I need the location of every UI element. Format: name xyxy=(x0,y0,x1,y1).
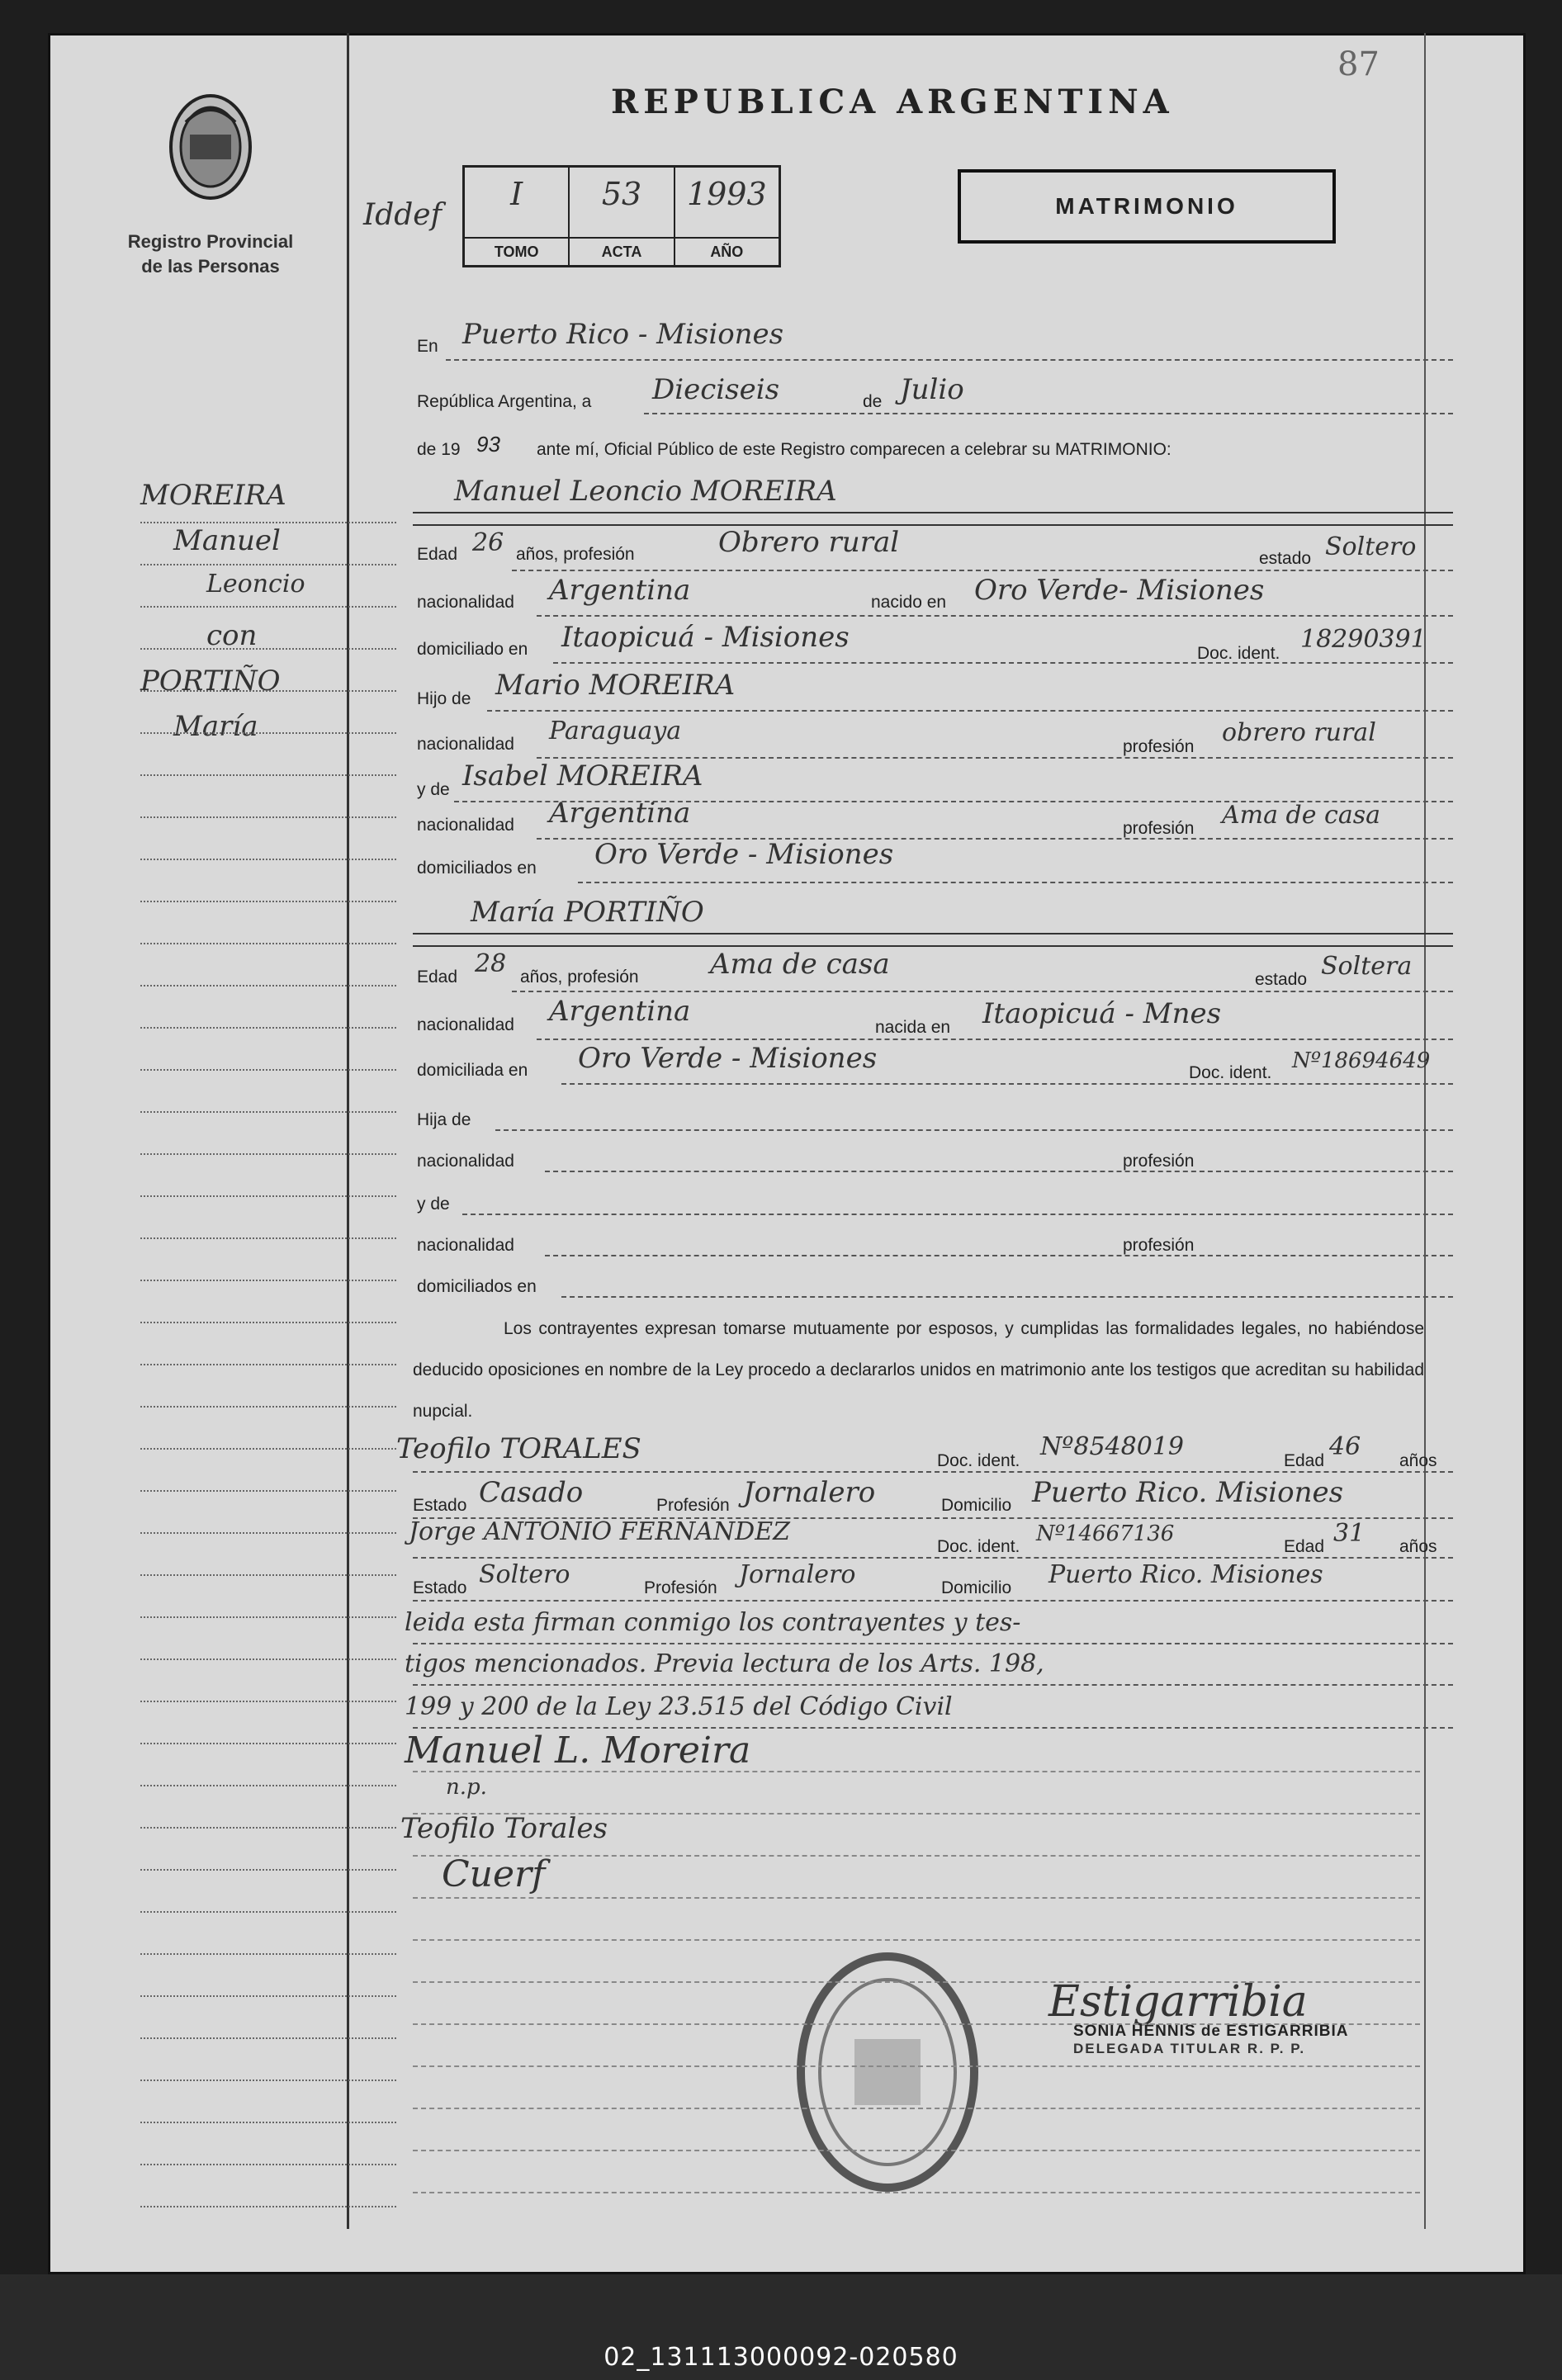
province-seal-icon xyxy=(165,89,256,205)
bride-line4 xyxy=(495,1129,1453,1131)
margin-rule-line xyxy=(140,774,396,776)
tomo-cell xyxy=(465,168,570,265)
body-rule-line xyxy=(413,2023,1420,2025)
margin-rule-line xyxy=(140,606,396,608)
bride-age: 28 xyxy=(475,949,507,978)
date-line xyxy=(644,413,1453,414)
mother-profession: Ama de casa xyxy=(1222,801,1380,830)
bride-nat1-label: nacionalidad xyxy=(417,1152,514,1171)
acta-value: 53 xyxy=(601,176,642,212)
de-label: de xyxy=(863,392,883,411)
margin-rule-line xyxy=(140,2080,396,2081)
groom-name-line xyxy=(413,512,1453,513)
father-prof-label: profesión xyxy=(1123,737,1195,756)
margin-rule-line xyxy=(140,2122,396,2123)
groom-line5 xyxy=(537,757,1453,759)
groom-hijo-label: Hijo de xyxy=(417,689,471,708)
body-rule-line xyxy=(413,2192,1420,2193)
bride-nationality: Argentina xyxy=(549,995,691,1028)
witness1-anos-label: años xyxy=(1399,1451,1437,1470)
margin-rule-line xyxy=(140,1953,396,1955)
body-rule-line xyxy=(413,1813,1420,1815)
margin-rule-line xyxy=(140,1911,396,1913)
declaration-text: Los contrayentes expresan tomarse mutuamente por esposos, y cumplidas las formalidades legales, no habiéndose deducido oposiciones en nombre de la Ley procedo a declararlos unidos en matrimonio ante los testigos que acreditan su habilidad nupcial. xyxy=(413,1319,1424,1421)
registry-name: Registro Provincial de las Personas xyxy=(127,231,294,277)
ano-value: 1993 xyxy=(686,176,767,212)
witness2-doc-label: Doc. ident. xyxy=(937,1537,1020,1556)
margin-rule-line xyxy=(140,1658,396,1660)
image-caption: 02_131113000092-020580 xyxy=(604,2343,958,2372)
mother-nat-label: nacionalidad xyxy=(417,816,514,835)
groom-estado-label: estado xyxy=(1259,549,1312,568)
margin-rule-line xyxy=(140,732,396,734)
bride-estado-label: estado xyxy=(1255,970,1308,989)
witness2-prof-label: Profesión xyxy=(644,1578,717,1597)
margin-note-2: Manuel xyxy=(173,524,281,557)
bride-nat2-label: nacionalidad xyxy=(417,1236,514,1255)
witness1-name: Teofilo TORALES xyxy=(396,1432,641,1465)
bride-line6 xyxy=(462,1214,1453,1215)
witness1-profession: Jornalero xyxy=(743,1476,876,1509)
tomo-label: TOMO xyxy=(465,237,568,265)
pp-mark: n.p. xyxy=(446,1775,487,1800)
bride-line3 xyxy=(561,1083,1453,1085)
intro-text: ante mí, Oficial Público de este Registro comparecen a celebrar su MATRIMONIO: xyxy=(537,440,1172,459)
bride-dom-label: domiciliada en xyxy=(417,1061,528,1080)
country-title: REPUBLICA ARGENTINA xyxy=(611,83,1174,121)
bride-domicile: Oro Verde - Misiones xyxy=(578,1042,878,1075)
witness1-edad-label: Edad xyxy=(1284,1451,1325,1470)
bride-hija-label: Hija de xyxy=(417,1110,471,1129)
bride-profession: Ama de casa xyxy=(710,948,890,981)
groom-father: Mario MOREIRA xyxy=(495,669,736,702)
witness1-prof-label: Profesión xyxy=(656,1496,730,1515)
witness1-status: Casado xyxy=(479,1476,584,1509)
closing-rule-1 xyxy=(413,1643,1453,1644)
father-nationality: Paraguaya xyxy=(549,717,682,745)
day-value: Dieciseis xyxy=(652,373,780,406)
witness2-domicile: Puerto Rico. Misiones xyxy=(1048,1560,1323,1589)
reference-box xyxy=(462,165,781,267)
groom-line2 xyxy=(537,615,1453,617)
bride-dom2-label: domiciliados en xyxy=(417,1277,537,1296)
father-profession: obrero rural xyxy=(1222,718,1376,747)
body-rule-line xyxy=(413,2065,1420,2067)
groom-line4 xyxy=(487,710,1453,712)
groom-mother: Isabel MOREIRA xyxy=(462,759,703,793)
margin-rule-line xyxy=(140,1195,396,1197)
witness1-line1 xyxy=(413,1471,1453,1473)
margin-rule-line xyxy=(140,859,396,860)
place-value: Puerto Rico - Misiones xyxy=(462,318,784,351)
bride-edad-label: Edad xyxy=(417,968,458,987)
body-rule-line xyxy=(413,1855,1420,1857)
mother-prof-label: profesión xyxy=(1123,819,1195,838)
margin-note-5: PORTIÑO xyxy=(140,665,281,698)
margin-rule-line xyxy=(140,1027,396,1029)
margin-rule-line xyxy=(140,1153,396,1155)
ano-cell xyxy=(675,168,779,265)
republic-label: República Argentina, a xyxy=(417,392,592,411)
groom-domicile: Itaopicuá - Misiones xyxy=(561,621,850,654)
margin-rule-line xyxy=(140,564,396,565)
groom-nacido-label: nacido en xyxy=(871,593,947,612)
body-rule-line xyxy=(413,1939,1420,1941)
official-title: DELEGADA TITULAR R. P. P. xyxy=(1073,2041,1306,2056)
bride-nat-label: nacionalidad xyxy=(417,1015,514,1034)
bride-name-line xyxy=(413,933,1453,934)
groom-profession: Obrero rural xyxy=(718,526,900,559)
page-number: 87 xyxy=(1337,45,1380,83)
right-rule xyxy=(1424,33,1426,2229)
margin-rule-line xyxy=(140,1995,396,1997)
margin-rule-line xyxy=(140,985,396,987)
margin-rule-line xyxy=(140,2037,396,2039)
acta-label: ACTA xyxy=(570,237,673,265)
closing-line-2: tigos mencionados. Previa lectura de los Arts. 198, xyxy=(405,1649,1044,1678)
margin-rule-line xyxy=(140,1701,396,1702)
bride-nacida-label: nacida en xyxy=(875,1018,951,1037)
margin-rule-line xyxy=(140,1616,396,1618)
witness-signature: Teofilo Torales xyxy=(400,1812,608,1845)
witness1-doc: Nº8548019 xyxy=(1040,1432,1184,1461)
closing-line-3: 199 y 200 de la Ley 23.515 del Código Civil xyxy=(405,1692,953,1721)
acta-cell xyxy=(570,168,674,265)
groom-name-line2 xyxy=(413,524,1453,526)
bride-line2 xyxy=(537,1039,1453,1040)
body-rule-line xyxy=(413,1897,1420,1899)
en-label: En xyxy=(417,337,438,356)
bride-doc: Nº18694649 xyxy=(1292,1048,1431,1073)
margin-rule-line xyxy=(140,1785,396,1786)
mother-yde-label: y de xyxy=(417,780,450,799)
tomo-value: I xyxy=(510,176,523,212)
father-nat-label: nacionalidad xyxy=(417,735,514,754)
margin-rule xyxy=(347,33,349,2229)
mother-nationality: Argentina xyxy=(549,797,691,830)
margin-rule-line xyxy=(140,690,396,692)
bride-line1 xyxy=(512,991,1453,992)
margin-rule-line xyxy=(140,2164,396,2165)
groom-line3 xyxy=(553,662,1453,664)
body-rule-line xyxy=(413,2150,1420,2151)
margin-note-6: María xyxy=(173,710,258,743)
margin-rule-line xyxy=(140,1364,396,1365)
bride-status: Soltera xyxy=(1321,952,1413,981)
groom-dom-label: domiciliado en xyxy=(417,640,528,659)
witness1-doc-label: Doc. ident. xyxy=(937,1451,1020,1470)
place-line xyxy=(446,359,1453,361)
margin-rule-line xyxy=(140,1111,396,1113)
bride-prof2-label: profesión xyxy=(1123,1236,1195,1255)
margin-rule-line xyxy=(140,943,396,944)
bride-line7 xyxy=(545,1255,1453,1256)
bride-doc-label: Doc. ident. xyxy=(1189,1063,1272,1082)
bride-birthplace: Itaopicuá - Mnes xyxy=(982,997,1222,1030)
witness2-age: 31 xyxy=(1333,1519,1366,1548)
witness2-status: Soltero xyxy=(479,1560,570,1589)
bride-line5 xyxy=(545,1171,1453,1172)
witness1-domicile: Puerto Rico. Misiones xyxy=(1032,1476,1344,1509)
closing-rule-3 xyxy=(413,1727,1453,1729)
groom-prof-label: años, profesión xyxy=(516,545,635,564)
margin-rule-line xyxy=(140,1448,396,1450)
witness2-estado-label: Estado xyxy=(413,1578,467,1597)
month-value: Julio xyxy=(900,373,964,406)
groom-nat-label: nacionalidad xyxy=(417,593,514,612)
body-rule-line xyxy=(413,1771,1420,1772)
bride-yde-label: y de xyxy=(417,1195,450,1214)
witness2-signature: Cuerf xyxy=(442,1853,546,1895)
groom-status: Soltero xyxy=(1325,532,1417,561)
groom-birthplace: Oro Verde- Misiones xyxy=(974,574,1265,607)
official-signature: Estigarribia xyxy=(1048,1977,1308,2027)
margin-rule-line xyxy=(140,1322,396,1323)
witness1-dom-label: Domicilio xyxy=(941,1496,1012,1515)
witness1-age: 46 xyxy=(1329,1432,1361,1461)
year-label: de 19 xyxy=(417,440,461,459)
parents-domicile: Oro Verde - Misiones xyxy=(594,838,894,871)
witness2-edad-label: Edad xyxy=(1284,1537,1325,1556)
groom-doc: 18290391 xyxy=(1300,625,1427,654)
witness2-dom-label: Domicilio xyxy=(941,1578,1012,1597)
margin-note-1: MOREIRA xyxy=(140,479,286,512)
groom-age: 26 xyxy=(472,528,504,557)
margin-rule-line xyxy=(140,1069,396,1071)
ano-label: AÑO xyxy=(675,237,779,265)
margin-rule-line xyxy=(140,1237,396,1239)
margin-rule-line xyxy=(140,522,396,523)
witness2-doc: Nº14667136 xyxy=(1036,1521,1175,1546)
margin-rule-line xyxy=(140,648,396,650)
official-block xyxy=(1073,2023,1387,2057)
margin-rule-line xyxy=(140,1574,396,1576)
closing-line-1: leida esta firman conmigo los contrayentes y tes- xyxy=(405,1608,1021,1637)
bride-prof1-label: profesión xyxy=(1123,1152,1195,1171)
body-rule-line xyxy=(413,2108,1420,2109)
body-rule-line xyxy=(413,1981,1420,1983)
groom-doc-label: Doc. ident. xyxy=(1197,644,1280,663)
bride-name: María PORTIÑO xyxy=(471,896,704,929)
groom-line8 xyxy=(578,882,1453,883)
margin-rule-line xyxy=(140,1280,396,1281)
bride-line8 xyxy=(561,1296,1453,1298)
margin-rule-line xyxy=(140,1490,396,1492)
bride-prof-label: años, profesión xyxy=(520,968,639,987)
act-type-box: MATRIMONIO xyxy=(958,169,1336,244)
margin-rule-line xyxy=(140,1532,396,1534)
groom-line1 xyxy=(512,570,1453,571)
official-name: SONIA HENNIS de ESTIGARRIBIA xyxy=(1073,2023,1349,2040)
margin-rule-line xyxy=(140,1869,396,1871)
bride-name-line2 xyxy=(413,945,1453,947)
witness2-line1 xyxy=(413,1557,1453,1559)
witness2-name: Jorge ANTONIO FERNANDEZ xyxy=(409,1517,790,1546)
margin-rule-line xyxy=(140,2206,396,2207)
witness2-line2 xyxy=(413,1600,1453,1602)
witness2-anos-label: años xyxy=(1399,1537,1437,1556)
margin-rule-line xyxy=(140,816,396,818)
groom-edad-label: Edad xyxy=(417,545,458,564)
year-suffix: 93 xyxy=(476,432,500,457)
parents-dom-label: domiciliados en xyxy=(417,859,537,878)
witness2-profession: Jornalero xyxy=(739,1560,856,1589)
margin-note-4: con xyxy=(206,619,258,652)
margin-rule-line xyxy=(140,1406,396,1408)
closing-rule-2 xyxy=(413,1684,1453,1686)
groom-name: Manuel Leoncio MOREIRA xyxy=(454,475,837,508)
witness1-estado-label: Estado xyxy=(413,1496,467,1515)
official-stamp-icon xyxy=(793,1948,982,2196)
margin-rule-line xyxy=(140,1827,396,1829)
groom-signature: Manuel L. Moreira xyxy=(405,1729,751,1772)
ref-prefix: Iddef xyxy=(363,198,442,232)
margin-rule-line xyxy=(140,901,396,902)
groom-nationality: Argentina xyxy=(549,574,691,607)
margin-rule-line xyxy=(140,1743,396,1744)
margin-note-3: Leoncio xyxy=(206,570,305,599)
